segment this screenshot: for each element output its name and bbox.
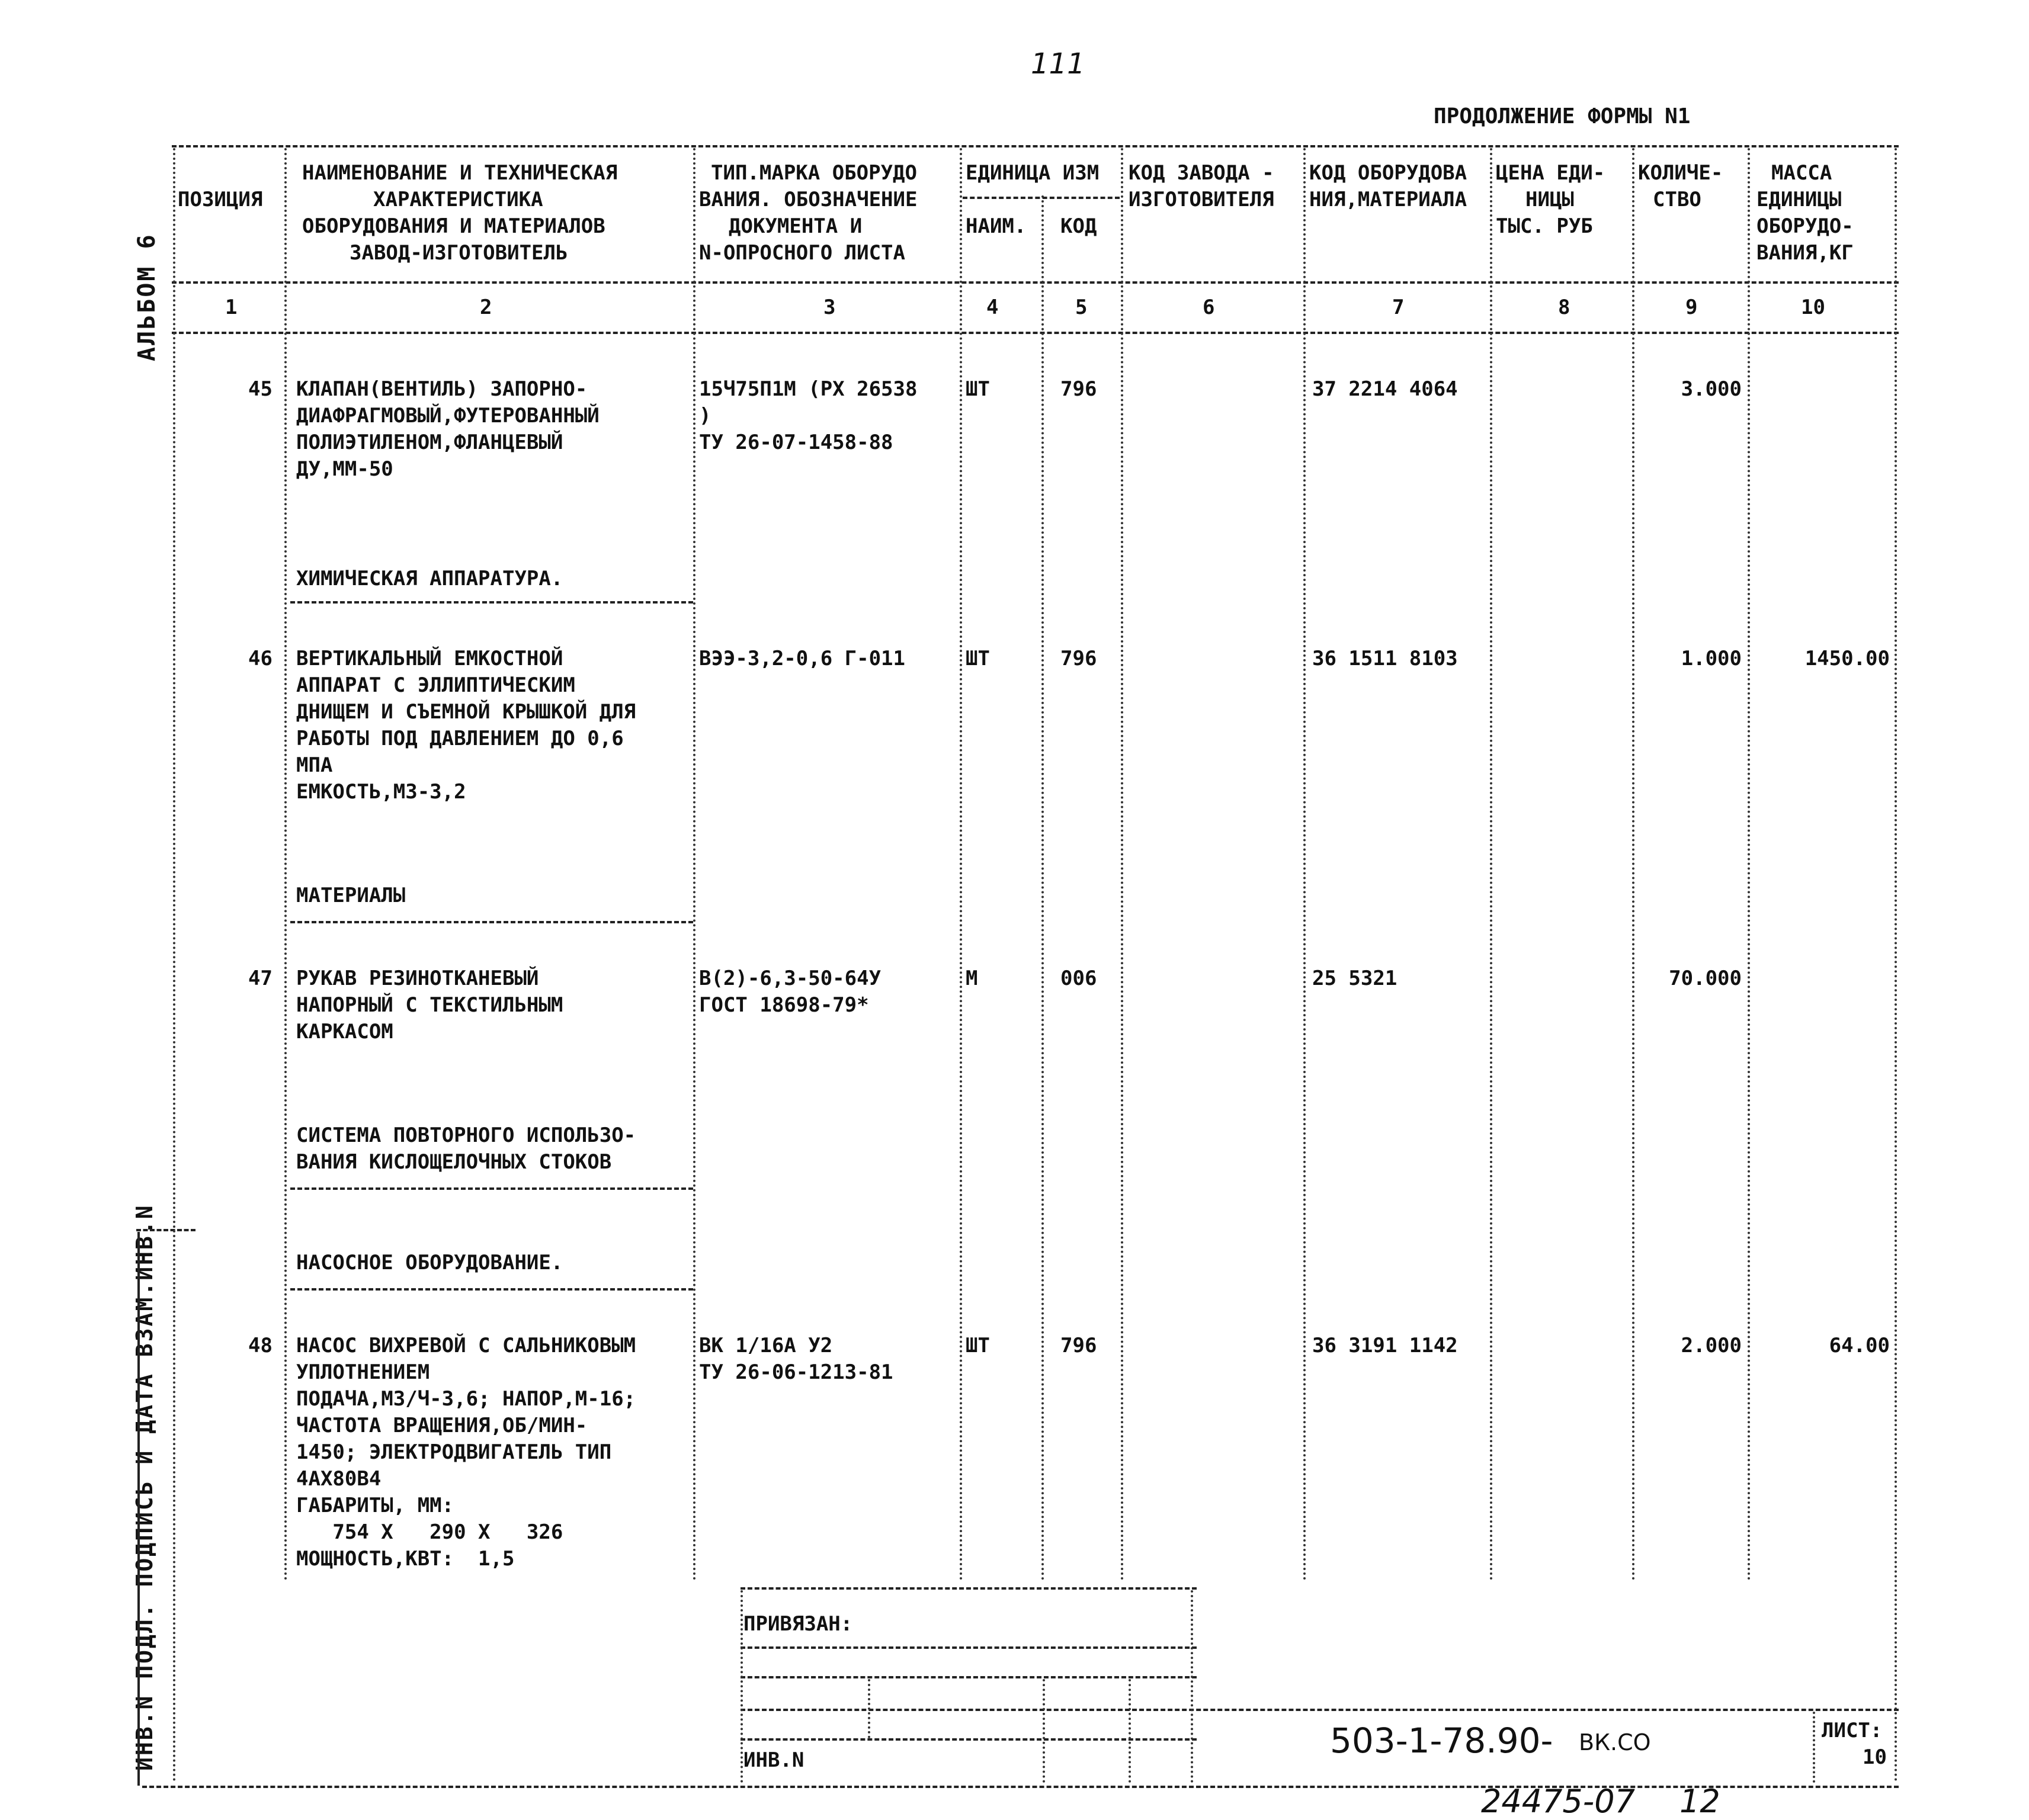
table-top-border (172, 145, 1899, 147)
sheet-label: ЛИСТ: (1822, 1719, 1883, 1742)
header-col9-l2: СТВО (1653, 188, 1701, 211)
row46-name-2: АППАРАТ С ЭЛЛИПТИЧЕСКИМ (296, 673, 575, 697)
row46-pos: 46 (248, 647, 273, 670)
continuation-title: ПРОДОЛЖЕНИЕ ФОРМЫ N1 (1434, 104, 1691, 129)
row47-pos: 47 (248, 967, 273, 990)
bound-label: ПРИВЯЗАН: (743, 1612, 853, 1636)
row48-equip-code: 36 3191 1142 (1312, 1334, 1458, 1357)
row47-qty: 70.000 (1669, 967, 1742, 990)
col-sep-3 (693, 148, 695, 1581)
header-col6-l2: ИЗГОТОВИТЕЛЯ (1129, 188, 1274, 211)
row45-unit: ШТ (966, 377, 990, 401)
col-number-9: 9 (1685, 296, 1698, 319)
row45-equip-code: 37 2214 4064 (1312, 377, 1458, 401)
stamp-label: ИНВ.N ПОДЛ. ПОДПИСЬ И ДАТА ВЗАМ.ИНВ.N (132, 1203, 158, 1771)
row48-qty: 2.000 (1681, 1334, 1742, 1357)
section-chem-underline (290, 601, 693, 604)
header-col8-l2: НИЦЫ (1525, 188, 1574, 211)
doc-code: 503-1-78.90- (1330, 1721, 1553, 1761)
title-block-div-1 (868, 1679, 870, 1738)
row48-name-2: УПЛОТНЕНИЕМ (296, 1360, 430, 1384)
row45-type-3: ТУ 26-07-1458-88 (699, 431, 893, 454)
row45-name-3: ПОЛИЭТИЛЕНОМ,ФЛАНЦЕВЫЙ (296, 431, 563, 454)
header-col3-l4: N-ОПРОСНОГО ЛИСТА (699, 241, 905, 265)
col-sep-5 (1041, 195, 1044, 1581)
col-number-1: 1 (225, 296, 238, 319)
sheet-number: 10 (1863, 1745, 1887, 1769)
row47-equip-code: 25 5321 (1312, 967, 1397, 990)
row45-pos: 45 (248, 377, 273, 401)
row45-name-1: КЛАПАН(ВЕНТИЛЬ) ЗАПОРНО- (296, 377, 588, 401)
col-number-4: 4 (986, 296, 999, 319)
album-label: АЛЬБОМ 6 (133, 233, 161, 361)
header-col7-l1: КОД ОБОРУДОВА (1309, 161, 1467, 185)
row46-name-6: ЕМКОСТЬ,М3-3,2 (296, 780, 466, 804)
handwritten-number: 24475-07 (1481, 1783, 1635, 1820)
col-sep-4 (960, 148, 962, 1581)
title-block-right (1191, 1590, 1193, 1783)
header-col2-l4: ЗАВОД-ИЗГОТОВИТЕЛЬ (350, 241, 568, 265)
col-number-5: 5 (1075, 296, 1088, 319)
row46-name-1: ВЕРТИКАЛЬНЫЙ ЕМКОСТНОЙ (296, 647, 563, 670)
title-block-left (741, 1590, 743, 1783)
row47-type-2: ГОСТ 18698-79* (699, 993, 869, 1017)
row47-name-2: НАПОРНЫЙ С ТЕКСТИЛЬНЫМ (296, 993, 563, 1017)
row48-name-7: ГАБАРИТЫ, ММ: (296, 1494, 454, 1517)
row48-name-4: ЧАСТОТА ВРАЩЕНИЯ,ОБ/МИН- (296, 1414, 588, 1437)
row47-code: 006 (1060, 967, 1097, 990)
row47-name-1: РУКАВ РЕЗИНОТКАНЕВЫЙ (296, 967, 539, 990)
row45-type-2: ) (699, 404, 711, 428)
table-bottom-border (142, 1786, 1899, 1788)
title-block-top (741, 1587, 1197, 1590)
handwritten-number-2: 12 (1679, 1783, 1720, 1820)
section-materials-underline (290, 921, 693, 923)
section-pumps: НАСОСНОЕ ОБОРУДОВАНИЕ. (296, 1251, 563, 1275)
col-sep-10 (1748, 148, 1750, 1581)
row45-type-1: 15Ч75П1М (РХ 26538 (699, 377, 918, 401)
title-block-line-3 (741, 1676, 1197, 1678)
header-col4: НАИМ. (966, 214, 1027, 238)
row46-equip-code: 36 1511 8103 (1312, 647, 1458, 670)
row46-code: 796 (1060, 647, 1097, 670)
header-col7-l2: НИЯ,МАТЕРИАЛА (1309, 188, 1467, 211)
title-block-line-2 (741, 1646, 1197, 1649)
header-col10-l3: ОБОРУДО- (1756, 214, 1854, 238)
row48-type-1: ВК 1/16А У2 (699, 1334, 833, 1357)
row48-name-6: 4АХ80В4 (296, 1467, 382, 1491)
section-reuse-1: СИСТЕМА ПОВТОРНОГО ИСПОЛЬЗО- (296, 1124, 636, 1147)
section-reuse-underline (290, 1187, 693, 1190)
header-col3-l3: ДОКУМЕНТА И (729, 214, 863, 238)
numbers-bottom-border (172, 332, 1899, 334)
col-number-2: 2 (480, 296, 492, 319)
col-sep-right (1895, 148, 1897, 1783)
col-number-8: 8 (1558, 296, 1570, 319)
header-col6-l1: КОД ЗАВОДА - (1129, 161, 1274, 185)
header-bottom-border (172, 281, 1899, 284)
row46-name-5: МПА (296, 753, 333, 777)
title-block-div-3 (1129, 1679, 1131, 1783)
col-number-7: 7 (1392, 296, 1405, 319)
header-col8-l3: ТЫС. РУБ (1496, 214, 1593, 238)
header-col3-l2: ВАНИЯ. ОБОЗНАЧЕНИЕ (699, 188, 918, 211)
row45-qty: 3.000 (1681, 377, 1742, 401)
row48-pos: 48 (248, 1334, 273, 1357)
row46-qty: 1.000 (1681, 647, 1742, 670)
header-unit-divider (963, 197, 1120, 199)
row48-name-8: 754 Х 290 Х 326 (296, 1520, 563, 1544)
doc-suffix: ВК.СО (1579, 1729, 1651, 1755)
stamp-strip-left (137, 1232, 140, 1786)
row45-name-2: ДИАФРАГМОВЫЙ,ФУТЕРОВАННЫЙ (296, 404, 600, 428)
header-col3-l1: ТИП.МАРКА ОБОРУДО (711, 161, 917, 185)
header-col2-l2: ХАРАКТЕРИСТИКА (373, 188, 543, 211)
section-reuse-2: ВАНИЯ КИСЛОЩЕЛОЧНЫХ СТОКОВ (296, 1150, 612, 1174)
row46-name-4: РАБОТЫ ПОД ДАВЛЕНИЕМ ДО 0,6 (296, 727, 624, 750)
header-col10-l2: ЕДИНИЦЫ (1756, 188, 1842, 211)
header-col2-l3: ОБОРУДОВАНИЯ И МАТЕРИАЛОВ (302, 214, 605, 238)
row48-name-3: ПОДАЧА,М3/Ч-3,6; НАПОР,М-16; (296, 1387, 636, 1411)
page-number: 111 (1031, 47, 1085, 81)
row48-mass: 64.00 (1829, 1334, 1890, 1357)
section-pumps-underline (290, 1288, 693, 1291)
header-col9-l1: КОЛИЧЕ- (1638, 161, 1723, 185)
row48-type-2: ТУ 26-06-1213-81 (699, 1360, 893, 1384)
col-sep-2 (284, 148, 287, 1581)
header-unit-top: ЕДИНИЦА ИЗМ (966, 161, 1100, 185)
col-sep-8 (1490, 148, 1492, 1581)
header-col10-l1: МАССА (1771, 161, 1832, 185)
row45-name-4: ДУ,ММ-50 (296, 457, 393, 481)
inv-label: ИНВ.N (743, 1748, 804, 1772)
sheet-box-left (1813, 1712, 1815, 1783)
left-strip-border (136, 1229, 195, 1231)
row45-code: 796 (1060, 377, 1097, 401)
col-number-6: 6 (1203, 296, 1215, 319)
col-sep-1 (173, 148, 175, 1783)
row48-name-5: 1450; ЭЛЕКТРОДВИГАТЕЛЬ ТИП (296, 1440, 612, 1464)
col-sep-9 (1632, 148, 1634, 1581)
row46-name-3: ДНИЩЕМ И СЪЕМНОЙ КРЫШКОЙ ДЛЯ (296, 700, 636, 724)
row46-unit: ШТ (966, 647, 990, 670)
row47-unit: М (966, 967, 978, 990)
row46-mass: 1450.00 (1804, 647, 1890, 670)
header-col10-l4: ВАНИЯ,КГ (1756, 241, 1854, 265)
header-col8-l1: ЦЕНА ЕДИ- (1496, 161, 1605, 185)
row48-unit: ШТ (966, 1334, 990, 1357)
title-block-div-2 (1043, 1679, 1045, 1783)
title-block-line-4 (741, 1709, 1899, 1711)
header-col1-l2: ПОЗИЦИЯ (178, 188, 263, 211)
section-chem-apparatus: ХИМИЧЕСКАЯ АППАРАТУРА. (296, 567, 563, 590)
row46-type-1: ВЭЭ-3,2-0,6 Г-011 (699, 647, 905, 670)
header-col2-l1: НАИМЕНОВАНИЕ И ТЕХНИЧЕСКАЯ (302, 161, 618, 185)
row47-type-1: В(2)-6,3-50-64У (699, 967, 882, 990)
row47-name-3: КАРКАСОМ (296, 1020, 393, 1044)
section-materials: МАТЕРИАЛЫ (296, 884, 406, 907)
row48-code: 796 (1060, 1334, 1097, 1357)
row48-name-1: НАСОС ВИХРЕВОЙ С САЛЬНИКОВЫМ (296, 1334, 636, 1357)
header-col5: КОД (1060, 214, 1097, 238)
row48-name-9: МОЩНОСТЬ,КВТ: 1,5 (296, 1547, 515, 1571)
col-sep-7 (1303, 148, 1306, 1581)
col-number-3: 3 (823, 296, 836, 319)
col-number-10: 10 (1801, 296, 1825, 319)
col-sep-6 (1121, 148, 1123, 1581)
